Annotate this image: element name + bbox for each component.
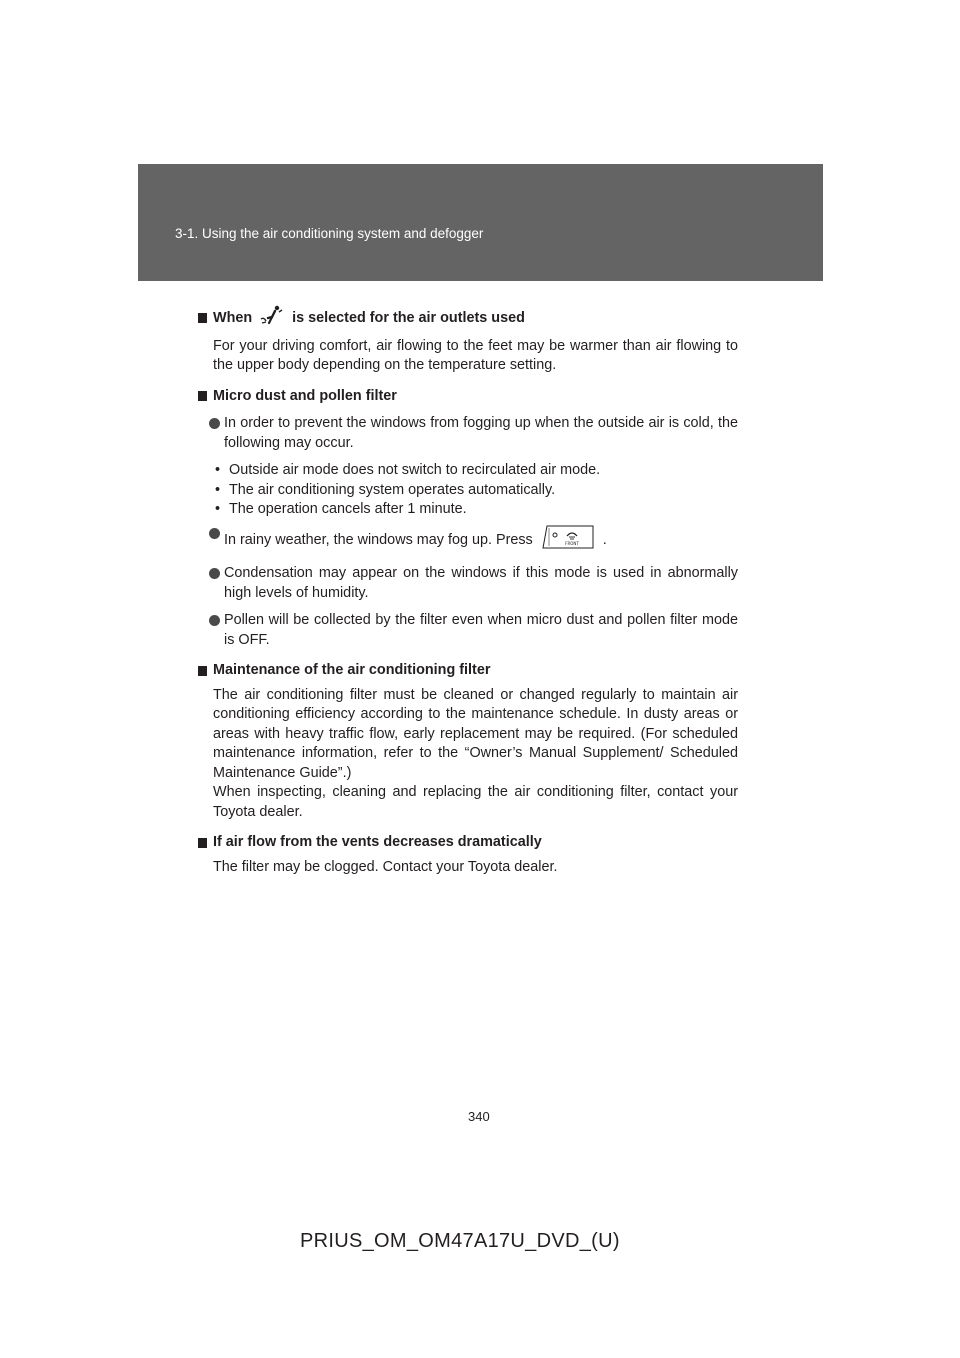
- square-bullet-icon: [198, 391, 207, 401]
- list-item: Pollen will be collected by the filter even when micro dust and pollen filter mode is OFF.: [209, 611, 738, 650]
- body-text: For your driving comfort, air flowing to the feet may be warmer than air flowing to the upper body depending on the temperature setting.: [213, 337, 738, 373]
- section-heading: When is selected for the air outlets used: [198, 305, 738, 332]
- round-bullet-icon: [209, 615, 220, 626]
- front-defogger-button-icon: [541, 524, 595, 557]
- page-content: [198, 305, 738, 888]
- section-heading: Micro dust and pollen filter: [198, 387, 738, 407]
- section-maintenance: [198, 661, 738, 822]
- sub-list-item: • The operation cancels after 1 minute.: [215, 501, 467, 517]
- round-bullet-icon: [209, 568, 220, 579]
- square-bullet-icon: [198, 313, 207, 323]
- page-number: 340: [468, 1109, 490, 1124]
- list-item: In rainy weather, the windows may fog up. Press FRONT .: [209, 524, 738, 557]
- square-bullet-icon: [198, 666, 207, 676]
- section-outlets: [198, 305, 738, 376]
- section-heading: If air flow from the vents decreases dramatically: [198, 833, 738, 853]
- round-bullet-icon: [209, 418, 220, 429]
- feet-airflow-icon: [260, 305, 284, 332]
- section-heading: Maintenance of the air conditioning filter: [198, 661, 738, 681]
- list-item: In order to prevent the windows from fogging up when the outside air is cold, the following may occur.: [209, 414, 738, 453]
- svg-text:FRONT: FRONT: [564, 540, 579, 546]
- section-header-bar: [138, 164, 823, 281]
- sub-list-item: • The air conditioning system operates automatically.: [215, 481, 556, 498]
- round-bullet-icon: [209, 528, 220, 539]
- section-airflow: [198, 833, 738, 877]
- document-code: PRIUS_OM_OM47A17U_DVD_(U): [300, 1230, 620, 1252]
- sub-list: [215, 461, 738, 520]
- body-text: When inspecting, cleaning and replacing the air conditioning filter, contact your Toyota dealer.: [213, 784, 738, 820]
- section-filter: [198, 387, 738, 651]
- square-bullet-icon: [198, 838, 207, 848]
- body-text: The filter may be clogged. Contact your Toyota dealer.: [213, 858, 558, 875]
- sub-list-item: • Outside air mode does not switch to recirculated air mode.: [215, 462, 601, 478]
- body-text: The air conditioning filter must be cleaned or changed regularly to maintain air conditioning efficiency according to the maintenance schedule. In dusty areas or areas with heavy traffic flow, early replacement may be required. (For scheduled maintenance information, refer to the “Owner’s Manual Supplement/ Scheduled Maintenance Guide”.): [213, 686, 738, 781]
- list-item: Condensation may appear on the windows if this mode is used in abnormally high levels of humidity.: [209, 564, 738, 603]
- section-title: 3-1. Using the air conditioning system and defogger: [175, 226, 484, 241]
